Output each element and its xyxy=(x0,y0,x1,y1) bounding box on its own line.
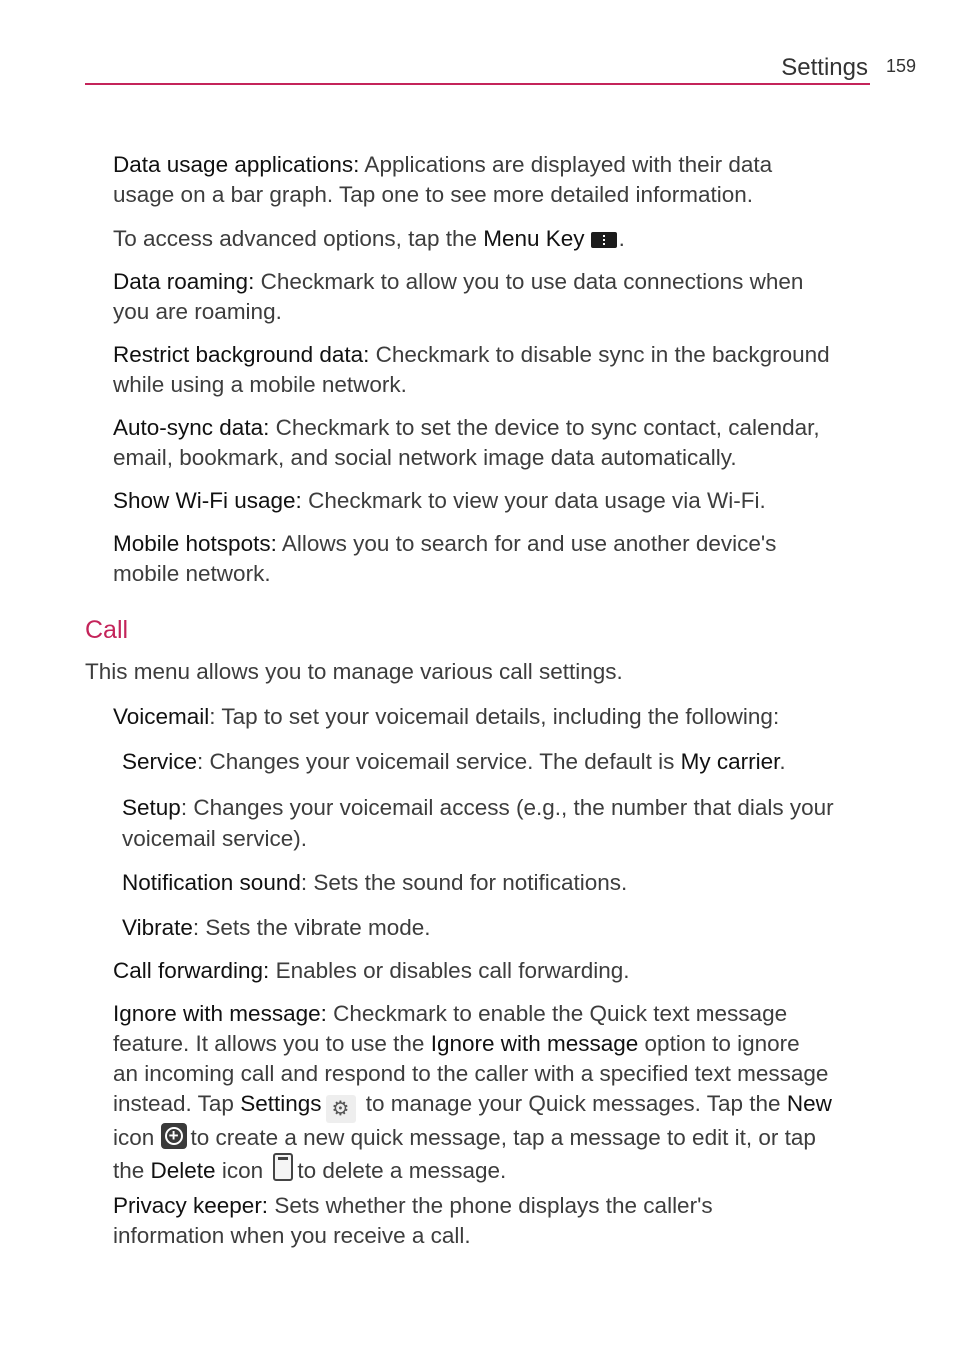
menu-key-icon xyxy=(591,232,617,248)
notification-sound: Notification sound: Sets the sound for notifications. xyxy=(122,870,628,895)
call-heading: Call xyxy=(85,616,129,644)
plus-icon xyxy=(161,1123,187,1149)
voicemail-service: Service: Changes your voicemail service. The default is My carrier. xyxy=(122,749,786,774)
auto-sync-data: Auto-sync data: Checkmark to set the device to sync contact, calendar, email, bookmark, and social network image data automatically. xyxy=(113,415,820,470)
gear-icon: ⚙ xyxy=(326,1095,356,1123)
mobile-hotspots: Mobile hotspots: Allows you to search for and use another device's mobile network. xyxy=(113,531,777,586)
section-title: Settings xyxy=(781,54,868,81)
data-usage-applications: Data usage applications: Applications are displayed with their data usage on a bar graph. Tap one to see more detailed information. xyxy=(113,152,773,207)
advanced-options-note: To access advanced options, tap the Menu Key . xyxy=(113,226,625,251)
restrict-background-data: Restrict background data: Checkmark to disable sync in the background while using a mobile network. xyxy=(113,342,830,397)
vibrate: Vibrate: Sets the vibrate mode. xyxy=(122,915,431,940)
ignore-with-message: Ignore with message: Checkmark to enable the Quick text message feature. It allows you to use the Ignore with message option to ignore an incoming call and respond to the caller with a specified text message instead. Tap Settings ⚙ to manage your Quick messages. Tap the New icon +to create a new quick message, tap a message to edit it, or tap the Delete icon to delete a message. xyxy=(113,999,832,1186)
call-forwarding: Call forwarding: Enables or disables call forwarding. xyxy=(113,958,630,983)
data-roaming: Data roaming: Checkmark to allow you to use data connections when you are roaming. xyxy=(113,269,804,324)
trash-icon xyxy=(273,1153,293,1181)
call-intro: This menu allows you to manage various call settings. xyxy=(85,659,623,684)
page-header xyxy=(85,50,870,85)
show-wifi-usage: Show Wi-Fi usage: Checkmark to view your data usage via Wi-Fi. xyxy=(113,488,766,513)
page-number: 159 xyxy=(886,56,917,76)
voicemail-setup: Setup: Changes your voicemail access (e.g., the number that dials your voicemail service). xyxy=(122,795,834,851)
privacy-keeper: Privacy keeper: Sets whether the phone displays the caller's information when you receive a call. xyxy=(113,1193,713,1248)
voicemail: Voicemail: Tap to set your voicemail details, including the following: xyxy=(113,704,780,729)
